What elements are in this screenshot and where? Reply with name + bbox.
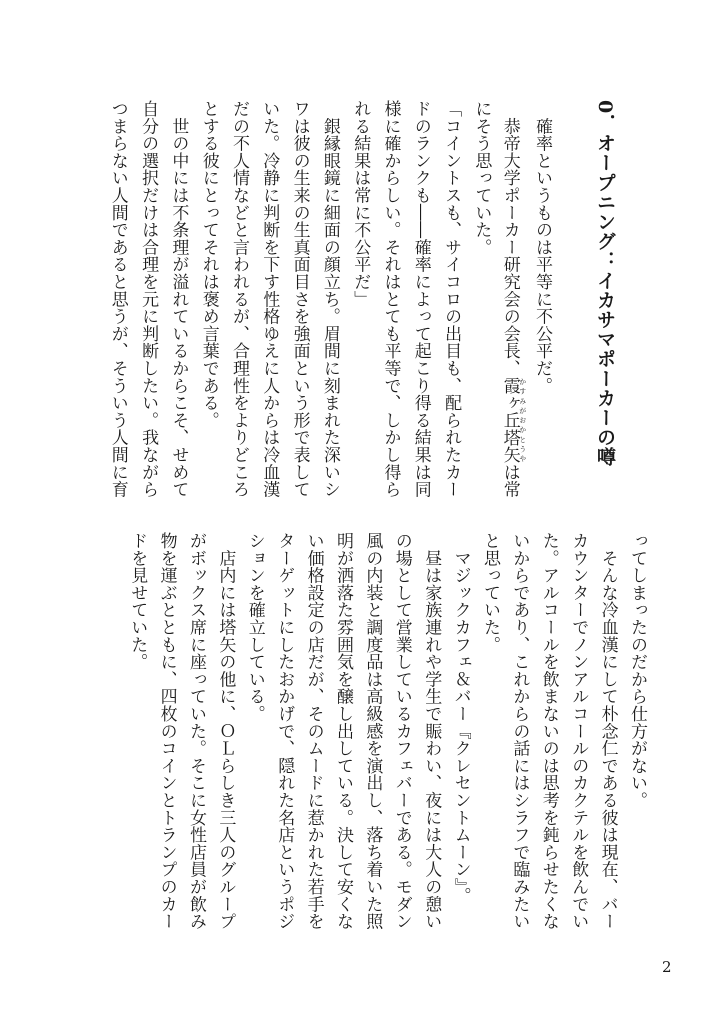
text-column: と思っていた。 <box>480 532 500 654</box>
name-with-furigana <box>499 376 527 464</box>
text-column: 世の中には不条理が溢れているからこそ、せめて <box>168 100 189 498</box>
text-column: カウンターでノンアルコールのカクテルを飲んでい <box>568 532 589 930</box>
text-segment: 恭帝大学ポーカー研究会の会長、 <box>499 100 520 377</box>
text-segment: は常 <box>499 463 520 498</box>
furigana: かすみがおかとうや <box>518 376 527 464</box>
text-column: い価格設定の店だが、そのムードに惹かれた若手を <box>303 532 324 930</box>
text-column: 様に確からしい。それはとても平等で、しかし得ら <box>380 100 401 498</box>
text-column: がボックス席に座っていた。そこに女性店員が飲み <box>186 532 206 930</box>
text-column: 店内には塔矢の他に、ＯＬらしき三人のグループ <box>215 532 236 930</box>
text-column: 「コイントスも、サイコロの出目も、配られたカー <box>441 100 462 498</box>
text-column: にそう思っていた。 <box>471 100 492 256</box>
text-column: れる結果は常に不公平だ」 <box>350 100 371 308</box>
text-column: ワは彼の生来の生真面目さを強面という形で表して <box>289 100 310 498</box>
text-column: ションを確立している。 <box>244 532 265 723</box>
text-column: とする彼にとってそれは褒め言葉である。 <box>198 100 219 429</box>
text-column: た。アルコールを飲まないのは思考を鈍らせたくな <box>538 532 559 930</box>
page-number: 2 <box>662 958 672 976</box>
text-column: ドのランクも――確率によって起こり得る結果は同 <box>410 100 431 498</box>
text-column <box>497 100 527 498</box>
text-column: ターゲットにしたおかげで、隠れた名店というポジ <box>274 532 295 930</box>
text-column: 銀縁眼鏡に細面の顔立ち。眉間に刻まれた深いシ <box>319 100 340 498</box>
text-column: 確率というものは平等に不公平だ。 <box>532 100 552 395</box>
ruby-base: 霞ヶ丘塔矢 <box>499 376 520 464</box>
text-column: マジックカフェ＆バー『クレセントムーン』。 <box>450 532 471 905</box>
text-column: そんな冷血漢にして朴念仁である彼は現在、バー <box>597 532 618 930</box>
chapter-title: 0．オープニング：イカサマポーカーの噂 <box>594 100 616 467</box>
text-column: いた。冷静に判断を下す性格ゆえに人からは冷血漢 <box>259 100 280 498</box>
text-column: 物を運ぶとともに、四枚のコインとトランプのカー <box>156 532 177 930</box>
text-column: 昼は家族連れや学生で賑わい、夜には大人の憩い <box>421 532 442 930</box>
text-column: 自分の選択だけは合理を元に判断したい。我ながら <box>138 100 159 498</box>
text-column: ってしまったのだから仕方がない。 <box>627 532 647 809</box>
text-column: だの不人情などと言われるが、合理性をよりどころ <box>229 100 249 498</box>
text-column: 明が洒落た雰囲気を醸し出している。決して安くな <box>333 532 353 930</box>
text-column: つまらない人間であると思うが、そういう人間に育 <box>107 100 128 498</box>
text-column: の場として営業しているカフェバーである。モダン <box>391 532 412 930</box>
text-column: いからであり、これからの話にはシラフで臨みたい <box>509 532 530 930</box>
text-column: ドを見せていた。 <box>127 532 148 671</box>
text-column: 風の内装と調度品は高級感を演出し、落ち着いた照 <box>362 532 383 930</box>
